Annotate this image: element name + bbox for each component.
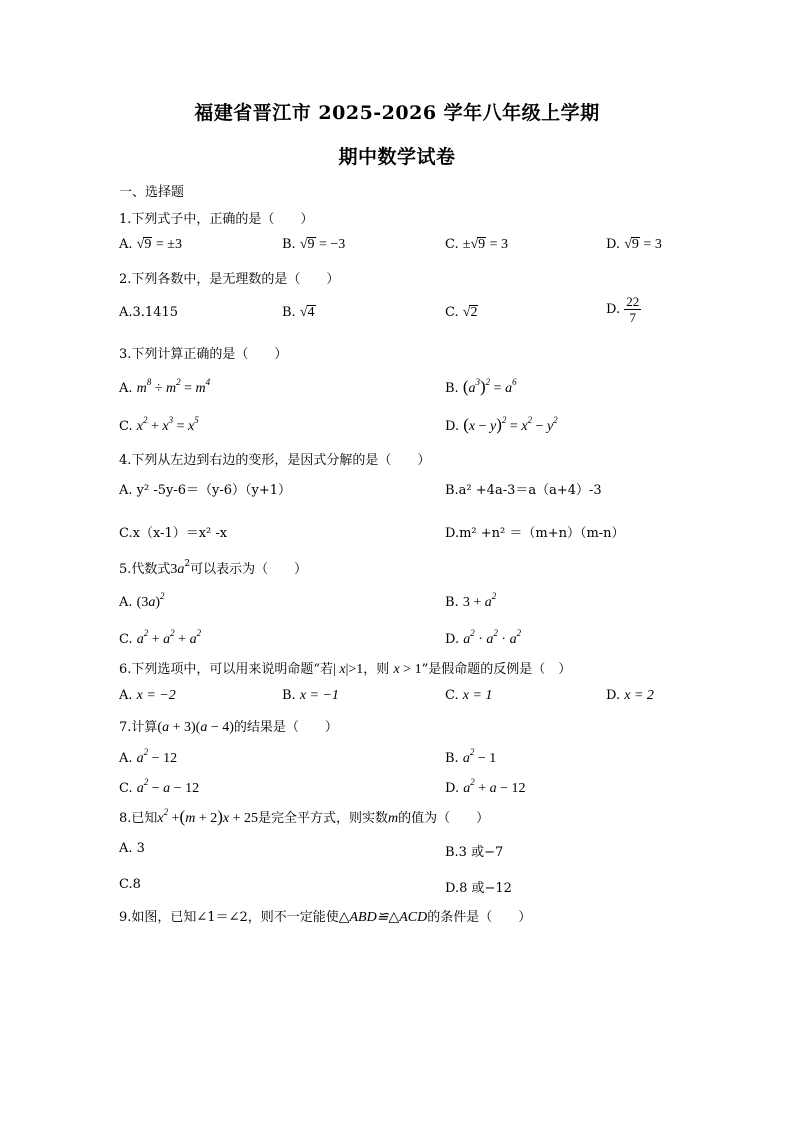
q8-stem-var: m <box>388 811 399 826</box>
q6-option-b-label: B. <box>282 688 296 703</box>
q6-option-b-value: x = −1 <box>299 688 339 703</box>
q7-option-a-label: A. <box>119 751 133 766</box>
q5-option-c-label: C. <box>119 632 133 647</box>
question-4-stem: 4.下列从左边到右边的变形，是因式分解的是（ ） <box>119 453 431 468</box>
q6-option-c-value: x = 1 <box>462 688 493 703</box>
q1-option-a-label: A. <box>119 237 133 252</box>
question-3-stem: 3.下列计算正确的是（ ） <box>119 347 288 362</box>
q5-option-b-expr: $3 + a^2$ <box>462 591 497 610</box>
q1-option-c-label: C. <box>445 237 459 252</box>
q7-option-a <box>119 747 177 767</box>
q1-option-b-label: B. <box>282 237 296 252</box>
q4-option-b: B.a² +4a-3＝a（a+4）-3 <box>445 483 602 498</box>
q2-option-d <box>606 294 641 325</box>
question-5-stem: 5.代数式$3a^2$可以表示为（ ） <box>119 559 308 577</box>
question-8-stem: 8.已知$x^2 +(m + 2)x + 25$是完全平方式，则实数m的值为（ ） <box>119 807 490 826</box>
q5-option-c-expr: $a^2 + a^2 + a^2$ <box>136 628 202 647</box>
q8-stem-pre: 8.已知 <box>119 811 158 826</box>
q8-stem-post: 的值为（ ） <box>398 811 490 826</box>
q7-option-d <box>445 777 526 797</box>
q6-option-a <box>119 688 176 704</box>
q2-option-c: C. √2 <box>445 305 478 320</box>
q7-option-c-expr: $a^2 - a - 12$ <box>136 777 200 796</box>
q6-option-c-label: C. <box>445 688 459 703</box>
section-heading: 一、选择题 <box>119 185 185 200</box>
question-7-stem: 7.计算(a + 3)(a − 4)的结果是（ ） <box>119 720 338 735</box>
q9-stem-expr: △ABD≌△ACD <box>338 910 428 925</box>
q6-option-a-value: x = −2 <box>136 688 176 703</box>
q2-option-c-radicand: 2 <box>470 305 478 320</box>
q7-option-d-label: D. <box>445 781 460 796</box>
q5-option-c <box>119 628 201 648</box>
q5-option-d-expr: $a^2 \cdot a^2 \cdot a^2$ <box>463 628 522 647</box>
q2-option-a: A.3.1415 <box>119 305 179 320</box>
q2-option-d-fraction <box>624 294 641 325</box>
q2-option-b: B. √4 <box>282 305 315 320</box>
q5-stem-pre: 5.代数式 <box>119 562 171 577</box>
q9-stem-post: 的条件是（ ） <box>427 910 532 925</box>
q7-option-b-expr: $a^2 - 1$ <box>462 747 497 766</box>
q5-option-a-expr: $(3a)^2$ <box>136 591 165 610</box>
q1-option-a <box>119 237 182 253</box>
q6-option-d <box>606 688 654 704</box>
q7-option-c-label: C. <box>119 781 133 796</box>
q3-option-a <box>119 377 210 397</box>
exam-title: 福建省晋江市 2025-2026 学年八年级上学期 <box>194 102 600 124</box>
q1-option-d-label: D. <box>606 237 621 252</box>
q1-option-d-expr: √9 = 3 <box>624 237 662 252</box>
q1-option-d <box>606 237 662 253</box>
q6-option-b <box>282 688 339 704</box>
q5-option-d-label: D. <box>445 632 460 647</box>
q8-option-c: C.8 <box>119 877 141 892</box>
q5-option-b-label: B. <box>445 595 459 610</box>
q5-option-d <box>445 628 521 648</box>
q3-option-a-expr: $m^8 \div m^2 = m^4$ <box>136 377 211 396</box>
q7-option-b <box>445 747 496 767</box>
q2-option-b-label: B. <box>282 305 296 320</box>
q6-stem-post: ”是假命题的反例是（ ） <box>421 662 572 677</box>
q6-stem-pre: 6.下列选项中，可以用来说明命题“若 <box>119 662 334 677</box>
q6-option-a-label: A. <box>119 688 133 703</box>
q5-option-a <box>119 591 165 611</box>
q3-option-b-expr: $(a^3)^2 = a^6$ <box>462 377 517 396</box>
q2-option-c-label: C. <box>445 305 459 320</box>
q5-stem-post: 可以表示为（ ） <box>190 562 308 577</box>
q7-option-a-expr: $a^2 - 12$ <box>136 747 178 766</box>
question-2-stem: 2.下列各数中，是无理数的是（ ） <box>119 272 340 287</box>
q7-option-c <box>119 777 199 797</box>
q7-stem-pre: 7.计算 <box>119 720 158 735</box>
question-6-stem: 6.下列选项中，可以用来说明命题“若| x|>1，则 x > 1”是假命题的反例是（ ） <box>119 662 572 677</box>
q4-option-c: C.x（x-1）＝x² -x <box>119 526 228 541</box>
q6-option-d-value: x = 2 <box>624 688 654 703</box>
q3-option-a-label: A. <box>119 381 133 396</box>
q6-stem-mid: ，则 <box>363 662 390 677</box>
q1-option-c-expr: ±√9 = 3 <box>462 237 509 252</box>
fraction-numerator: 22 <box>626 294 640 309</box>
q3-option-c <box>119 415 199 435</box>
q7-option-b-label: B. <box>445 751 459 766</box>
question-1-stem: 1.下列式子中，正确的是（ ） <box>119 212 314 227</box>
q6-option-c <box>445 688 492 704</box>
q3-option-c-expr: $x^2 + x^3 = x^5$ <box>136 415 199 434</box>
q8-option-a: A. 3 <box>119 841 145 856</box>
q3-option-d <box>445 415 558 435</box>
q5-option-b <box>445 591 496 611</box>
q6-option-d-label: D. <box>606 688 621 703</box>
q8-option-b: B.3 或−7 <box>445 845 504 860</box>
q1-option-b <box>282 237 345 253</box>
q1-option-b-expr: √9 = −3 <box>299 237 346 252</box>
q1-option-c <box>445 237 508 253</box>
question-9-stem <box>119 906 531 926</box>
q3-option-d-expr: $(x - y)^2 = x^2 - y^2$ <box>463 415 558 434</box>
q2-option-d-label: D. <box>606 302 621 317</box>
q4-option-a: A. y² -5y-6＝（y-6）（y+1） <box>119 483 292 498</box>
q7-option-d-expr: $a^2 + a - 12$ <box>463 777 526 796</box>
q4-option-d: D.m² +n² ＝（m+n）（m-n） <box>445 526 625 541</box>
q3-option-b-label: B. <box>445 381 459 396</box>
q3-option-b <box>445 377 517 397</box>
q5-option-a-label: A. <box>119 595 133 610</box>
q7-stem-post: 的结果是（ ） <box>233 720 338 735</box>
q3-option-d-label: D. <box>445 419 460 434</box>
q8-option-d: D.8 或−12 <box>445 881 512 896</box>
q3-option-c-label: C. <box>119 419 133 434</box>
q2-option-b-radicand: 4 <box>307 305 315 320</box>
q1-option-a-expr: √9 = ±3 <box>136 237 182 252</box>
exam-subtitle: 期中数学试卷 <box>338 146 456 168</box>
fraction-denominator: 7 <box>629 310 636 325</box>
q9-stem-pre: 9.如图，已知∠1＝∠2，则不一定能使 <box>119 910 339 925</box>
q8-stem-mid: 是完全平方式，则实数 <box>258 811 389 826</box>
